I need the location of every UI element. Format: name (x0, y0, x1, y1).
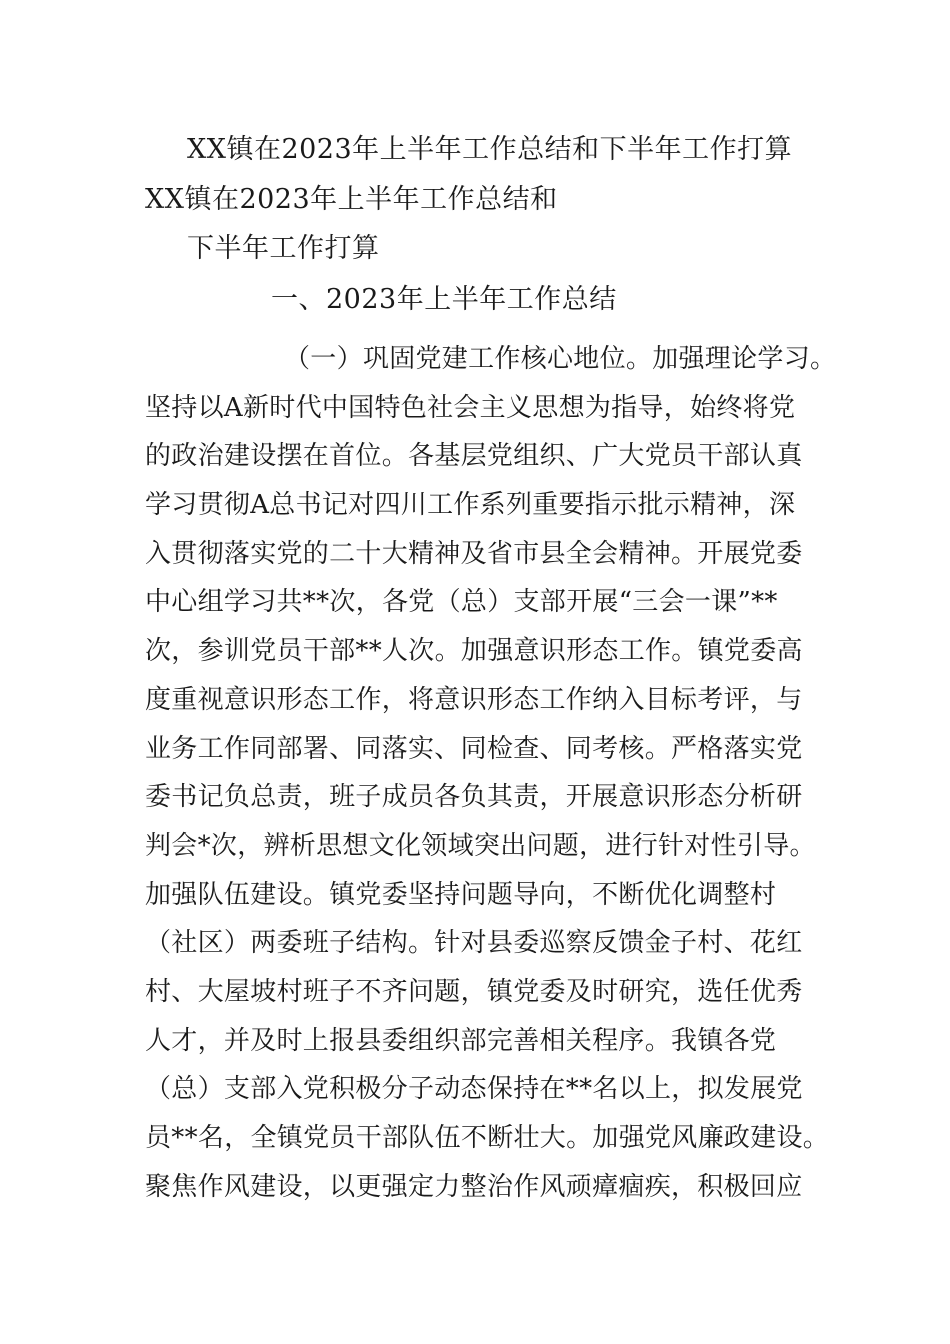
paragraph-line: 的政治建设摆在首位。各基层党组织、广大党员干部认真 (145, 441, 803, 472)
document-subtitle-line-2: 下半年工作打算 (187, 233, 380, 264)
paragraph-line: 村、大屋坡村班子不齐问题，镇党委及时研究，选任优秀 (145, 976, 803, 1007)
paragraph-line: 委书记负总责，班子成员各负其责，开展意识形态分析研 (145, 782, 803, 813)
paragraph-line: 加强队伍建设。镇党委坚持问题导向，不断优化调整村 (145, 879, 777, 910)
section-heading: 一、2023年上半年工作总结 (271, 284, 617, 315)
paragraph-line: 判会*次，辨析思想文化领域突出问题，进行针对性引导。 (145, 830, 816, 861)
body-paragraph (145, 335, 837, 1211)
paragraph-line: 聚焦作风建设，以更强定力整治作风顽瘴痼疾，积极回应 (145, 1171, 803, 1202)
paragraph-line: 业务工作同部署、同落实、同检查、同考核。严格落实党 (145, 733, 803, 764)
paragraph-line: 坚持以A新时代中国特色社会主义思想为指导，始终将党 (145, 392, 796, 423)
document-subtitle-line-1: XX镇在2023年上半年工作总结和 (145, 184, 558, 215)
paragraph-line: 中心组学习共**次，各党（总）支部开展“三会一课”** (145, 587, 778, 618)
paragraph-line: 入贯彻落实党的二十大精神及省市县全会精神。开展党委 (145, 538, 803, 569)
paragraph-line: 员**名，全镇党员干部队伍不断壮大。加强党风廉政建设。 (145, 1123, 830, 1153)
paragraph-line: 次，参训党员干部**人次。加强意识形态工作。镇党委高 (145, 636, 803, 667)
paragraph-line: 学习贯彻A总书记对四川工作系列重要指示批示精神，深 (145, 490, 796, 521)
paragraph-line: 度重视意识形态工作，将意识形态工作纳入目标考评，与 (145, 684, 803, 715)
paragraph-line: （社区）两委班子结构。针对县委巡察反馈金子村、花红 (145, 928, 803, 959)
paragraph-line: 人才，并及时上报县委组织部完善相关程序。我镇各党 (145, 1025, 777, 1056)
document-title: XX镇在2023年上半年工作总结和下半年工作打算 (187, 134, 793, 165)
paragraph-line: （总）支部入党积极分子动态保持在**名以上，拟发展党 (145, 1074, 803, 1105)
paragraph-line: （一）巩固党建工作核心地位。加强理论学习。 (284, 344, 837, 374)
